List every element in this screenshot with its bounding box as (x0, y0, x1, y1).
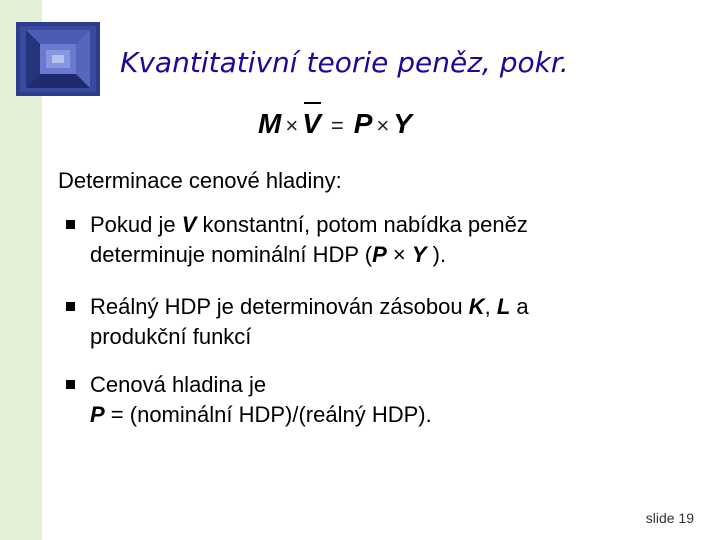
bullet-2-comma: , (484, 294, 497, 319)
bullet-3-line-1: Cenová hladina je (90, 372, 267, 397)
bullet-1-text-c: determinuje nominální HDP ( (90, 242, 373, 267)
equation-y: Y (393, 108, 412, 139)
intro-text: Determinace cenové hladiny: (58, 168, 342, 193)
slide-number: slide 19 (645, 510, 694, 526)
bullet-square-icon (66, 380, 75, 389)
equation-times-2: × (376, 113, 390, 138)
bullet-2-var-l: L (496, 294, 511, 319)
equation-v-bar: V (302, 108, 321, 139)
bullet-2-var-k: K (468, 294, 485, 319)
bullet-item-2 (66, 292, 529, 352)
bullet-item-1 (66, 210, 528, 270)
bullet-item-3 (66, 370, 432, 430)
bullet-3-text-b: = (nominální HDP)/(reálný HDP). (104, 402, 432, 427)
bullet-2-text-a: Reálný HDP je determinován zásobou (90, 294, 469, 319)
equation-p: P (353, 108, 373, 139)
bullet-1-text-a: Pokud je (90, 212, 182, 237)
bullet-2-text-b: a (510, 294, 529, 319)
bullet-1-var-p: P (372, 242, 387, 267)
bullet-1-line-1 (90, 210, 528, 240)
equation-m: M (258, 108, 282, 139)
equation-times-1: × (285, 113, 299, 138)
bullet-1-text-d: ). (426, 242, 447, 267)
bullet-2-line-1 (90, 292, 529, 322)
slide-title: Kvantitativní teorie peněz, pokr. (120, 46, 569, 79)
equation-equals: = (330, 113, 344, 138)
bullet-3-line-2 (90, 400, 432, 430)
bullet-1-text-b: konstantní, potom nabídka peněz (196, 212, 528, 237)
bullet-1-times: × (386, 242, 412, 267)
bullet-1-line-2 (90, 240, 528, 270)
quantity-equation (258, 108, 412, 140)
bullet-1-var-v: V (181, 212, 197, 237)
bullet-2-line-2: produkční funkcí (90, 324, 252, 349)
bullet-1-var-y: Y (411, 242, 427, 267)
bullet-3-var-p: P (90, 402, 105, 427)
bullet-square-icon (66, 220, 75, 229)
logo-icon (16, 22, 100, 96)
bullet-square-icon (66, 302, 75, 311)
